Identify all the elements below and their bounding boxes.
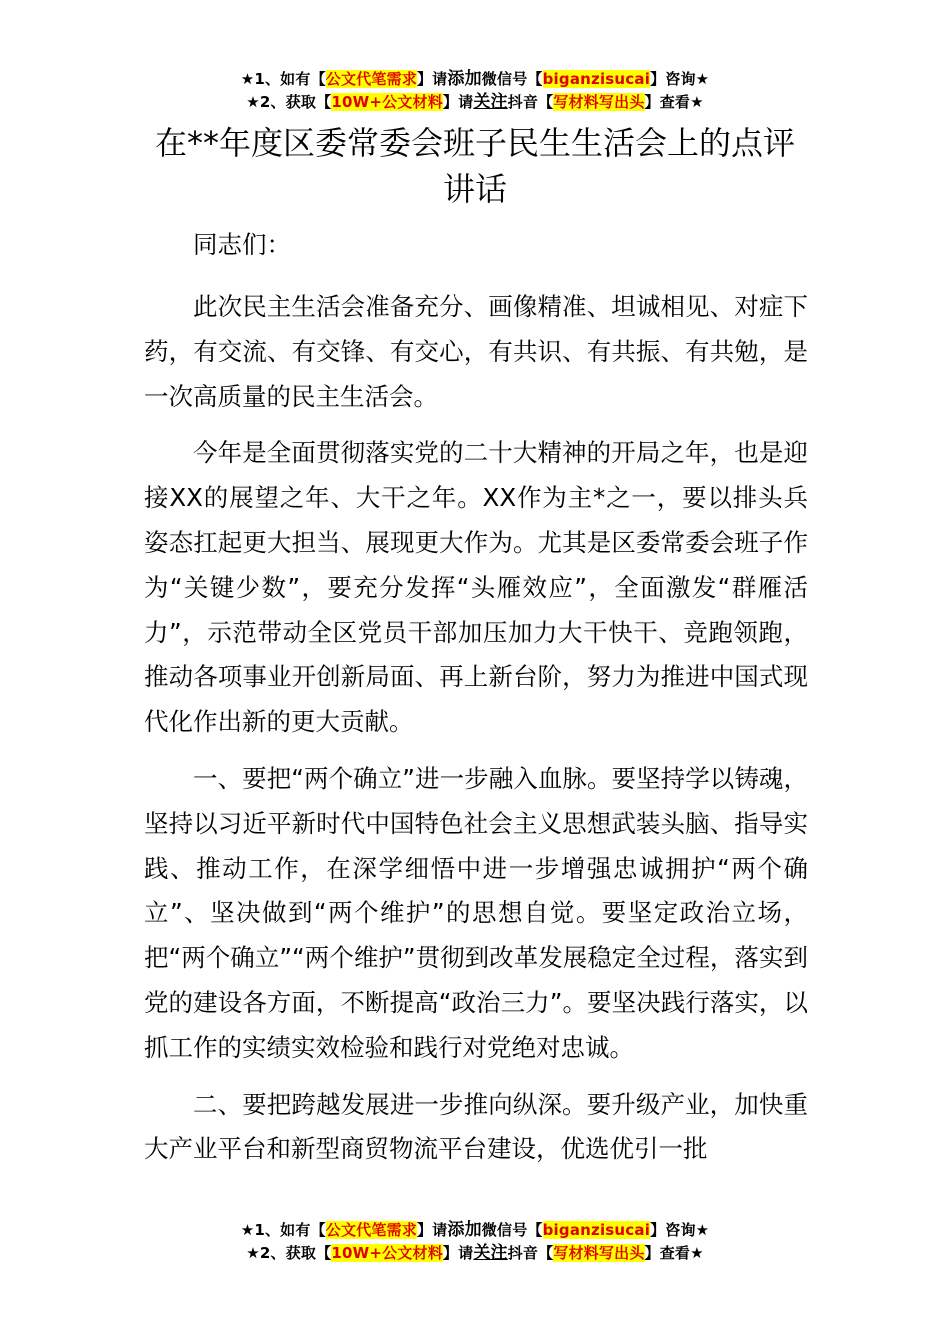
banner-text: 】请 — [416, 70, 448, 88]
banner-line-1 — [0, 68, 950, 91]
banner-highlight: 10W+公文材料 — [331, 1244, 443, 1262]
banner-text: 】查看★ — [644, 1244, 704, 1262]
banner-highlight: 写材料写出头 — [553, 1244, 645, 1262]
paragraph: 二、要把跨越发展进一步推向纵深。要升级产业，加快重大产业平台和新型商贸物流平台建设，优选优引一批 — [144, 1089, 808, 1164]
banner-text: 】请 — [442, 1244, 474, 1262]
paragraph: 今年是全面贯彻落实党的二十大精神的开局之年，也是迎接XX的展望之年、大干之年。XX作为主*之一，要以排头兵姿态扛起更大担当、展现更大作为。尤其是区委常委会班子作为“关键少数”，要充分发挥“头雁效应”，全面激发“群雁活力”，示范带动全区党员干部加压加力大干快干、竞跑领跑，推动各项事业开创新局面、再上新台阶，努力为推进中国式现代化作出新的更大贡献。 — [144, 438, 808, 737]
footer-banner — [0, 1219, 950, 1265]
banner-highlight: 公文代笔需求 — [325, 70, 417, 88]
banner-highlight: 公文代笔需求 — [325, 1221, 417, 1239]
banner-text: 】请 — [416, 1221, 448, 1239]
greeting: 同志们： — [193, 230, 291, 259]
banner-text: 】查看★ — [644, 93, 704, 111]
document-body — [144, 225, 808, 1184]
header-banner — [0, 68, 950, 114]
banner-emphasis: 关注 — [473, 92, 508, 112]
banner-wechat-id: biganzisucai — [542, 1221, 651, 1239]
banner-text: 微信号【 — [481, 1221, 543, 1239]
banner-emphasis: 添加 — [447, 69, 482, 89]
banner-text: 微信号【 — [481, 70, 543, 88]
banner-text: ★2、获取【 — [246, 1244, 332, 1262]
banner-emphasis: 关注 — [473, 1243, 508, 1263]
paragraph: 此次民主生活会准备充分、画像精准、坦诚相见、对症下药，有交流、有交锋、有交心，有共识、有共振、有共勉，是一次高质量的民主生活会。 — [144, 292, 808, 411]
banner-text: 抖音【 — [507, 1244, 554, 1262]
banner-text: ★1、如有【 — [240, 1221, 326, 1239]
banner-line-2 — [0, 1242, 950, 1265]
banner-emphasis: 添加 — [447, 1220, 482, 1240]
banner-text: ★1、如有【 — [240, 70, 326, 88]
banner-text: 抖音【 — [507, 93, 554, 111]
paragraph: 一、要把“两个确立”进一步融入血脉。要坚持学以铸魂，坚持以习近平新时代中国特色社会主义思想武装头脑、指导实践、推动工作，在深学细悟中进一步增强忠诚拥护“两个确立”、坚决做到“两个维护”的思想自觉。要坚定政治立场，把“两个确立”“两个维护”贯彻到改革发展稳定全过程，落实到党的建设各方面，不断提高“政治三力”。要坚决践行落实，以抓工作的实绩实效检验和践行对党绝对忠诚。 — [144, 763, 808, 1062]
banner-wechat-id: biganzisucai — [542, 70, 651, 88]
banner-highlight: 10W+公文材料 — [331, 93, 443, 111]
banner-line-2 — [0, 91, 950, 114]
banner-highlight: 写材料写出头 — [553, 93, 645, 111]
banner-text: ★2、获取【 — [246, 93, 332, 111]
banner-line-1 — [0, 1219, 950, 1242]
banner-text: 】请 — [442, 93, 474, 111]
document-title: 在**年度区委常委会班子民生生活会上的点评讲话 — [154, 124, 795, 208]
banner-text: 】咨询★ — [650, 1221, 710, 1239]
banner-text: 】咨询★ — [650, 70, 710, 88]
